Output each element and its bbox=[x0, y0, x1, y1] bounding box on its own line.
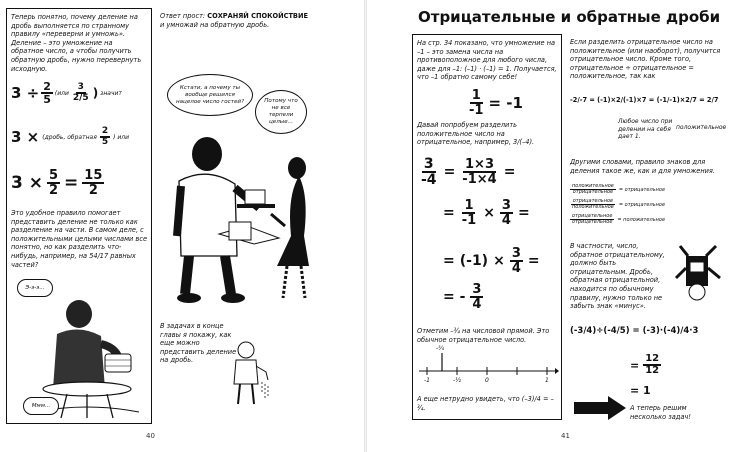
speech-bubble-mmm: Ммм... bbox=[23, 397, 59, 415]
equation-one-over-minus-one: $\frac{1}{-1}$ = -1 bbox=[469, 88, 523, 118]
arrow-right-icon bbox=[574, 396, 626, 420]
page-title: Отрицательные и обратные дроби bbox=[418, 8, 721, 26]
rule-text: Это удобное правило помогает представить деление не только как разделение на части. В самом деле, с положительными целыми числами все понятно, но как разделить что-нибудь, например, на 54/17 равных частей? bbox=[11, 209, 147, 269]
tick-label-minus-one: -1 bbox=[424, 377, 430, 384]
intro-text: Теперь понятно, почему деление на дробь выполняется по странному правилу «переверни и умножь». Деление – это умножение на обратное число, а чтобы получить обратную дробь, нужно перевернуть исходную. bbox=[11, 13, 142, 73]
answer-text: Ответ прост: СОХРАНЯЙ СПОКОЙСТВИЕ и умножай на обратную дробь. bbox=[160, 12, 308, 29]
speech-bubble-answer: Потому что не все терпели целые... bbox=[255, 90, 307, 134]
sign-rule-row: $\frac{\text{отрицательное}}{\text{отрицательное}}$ = положительное bbox=[572, 213, 666, 225]
equation-result: 3 × $\frac{5}{2}$ = $\frac{15}{2}$ bbox=[11, 168, 103, 198]
note-any-number: Любое число при делении на себя дает 1. bbox=[618, 118, 673, 141]
equation-final-step-3: = 1 bbox=[630, 384, 651, 397]
equation-divide: 3 ÷ $\frac{2}{5}$ (или $\frac{3}{2/5}$ ) значит bbox=[11, 80, 122, 106]
sign-rules-table bbox=[570, 184, 730, 225]
equation-negative-division: -2/-7 = (-1)×2/(-1)×7 = (-1/-1)×2/7 = 2/7 bbox=[570, 96, 719, 104]
speech-bubble-hmm: Э-э-э... bbox=[17, 279, 53, 297]
party-illustration bbox=[159, 126, 337, 306]
comic-panel-party bbox=[159, 38, 337, 306]
negative-fractions-panel bbox=[412, 34, 562, 420]
page-number-left: 40 bbox=[146, 432, 155, 440]
sign-rule-row: $\frac{\text{положительное}}{\text{отрицательное}}$ = отрицательное bbox=[572, 183, 666, 195]
left-box-text: На стр. 34 показано, что умножение на –1 – это замена числа на противоположное для любого числа, даже для –1: (–1) · (–1) = 1. Получается, что –1 обратно самому себе! bbox=[417, 39, 557, 82]
easy-text: А еще нетрудно увидеть, что (–3)/4 = –¾. bbox=[417, 395, 554, 412]
eq1-or: (или bbox=[54, 89, 69, 97]
eq1-fraction: $\frac{2}{5}$ bbox=[43, 80, 51, 106]
equation-final-step-2: = $\frac{12}{12}$ bbox=[630, 353, 660, 376]
now-text: А теперь решим несколько задач! bbox=[630, 404, 691, 421]
number-line-marker-label: -¾ bbox=[436, 345, 444, 352]
eq1-means: значит bbox=[100, 89, 122, 97]
tick-label-zero: 0 bbox=[485, 377, 489, 384]
equation-step-a: $\frac{3}{-4}$ = $\frac{1\times 3}{-1\times 4}$ = bbox=[421, 156, 516, 188]
pouring-girl-illustration bbox=[228, 340, 272, 408]
page-number-right: 41 bbox=[561, 432, 570, 440]
equation-step-d: = - $\frac{3}{4}$ bbox=[443, 282, 482, 312]
tick-label-minus-half: -½ bbox=[453, 377, 461, 384]
left-text-panel bbox=[6, 8, 152, 424]
eq1-lhs: 3 ÷ bbox=[11, 84, 40, 102]
special-text: В частности, число, обратное отрицательному, должно быть отрицательным. Дробь, обратная отрицательной, находится по обычному правилу, нужно только не забыть знак «минус». bbox=[570, 242, 665, 311]
equation-step-b: = $\frac{1}{-1}$ × $\frac{3}{4}$ = bbox=[443, 198, 530, 228]
note-positive: положительное bbox=[676, 124, 727, 131]
tick-label-one: 1 bbox=[545, 377, 549, 384]
right-intro-text: Если разделить отрицательное число на положительное (или наоборот), получится отрицательное число. Кроме того, отрицательное ÷ отрицательное = положительное, так как bbox=[570, 38, 721, 81]
sign-rule-row: $\frac{\text{отрицательное}}{\text{положительное}}$ = отрицательное bbox=[572, 198, 666, 210]
equation-multiply-reciprocal: 3 × (дробь, обратная $\frac{2}{5}$ ) или bbox=[11, 126, 129, 147]
try-text: Давай попробуем разделить положительное число на отрицательное, например, 3/(–4). bbox=[417, 121, 535, 147]
mark-text: Отметим –¾ на числовой прямой. Это обычное отрицательное число. bbox=[417, 327, 550, 344]
bottom-text: В задачах в конце главы я покажу, как еще можно представить деление на дробь. bbox=[160, 322, 237, 365]
book-spine bbox=[364, 0, 367, 452]
speech-bubble-question: Кстати, а почему ты вообще решился нацелое число гостей? bbox=[167, 74, 253, 116]
equation-step-c: = (-1) × $\frac{3}{4}$ = bbox=[443, 246, 540, 276]
eq1-complex-fraction: $\frac{3}{2/5}$ bbox=[72, 82, 89, 103]
signs-text: Другими словами, правило знаков для деления такое же, как и для умножения. bbox=[570, 158, 715, 175]
equation-final: (-3/4)÷(-4/5) = (-3)·(-4)/4·3 bbox=[570, 326, 699, 336]
upside-down-character-illustration bbox=[672, 244, 724, 304]
